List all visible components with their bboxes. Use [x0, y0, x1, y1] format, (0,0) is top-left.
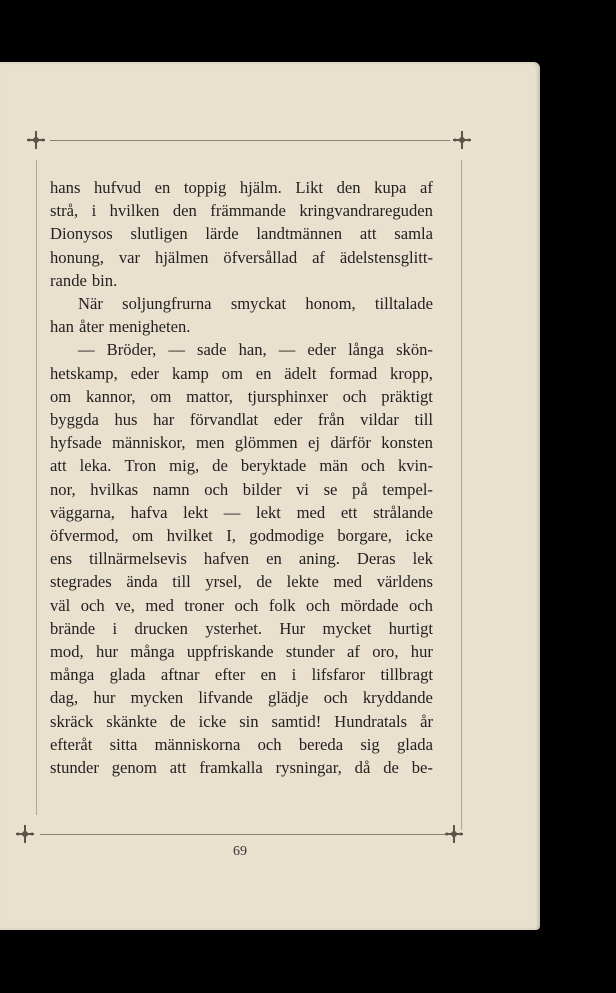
corner-ornament-icon	[451, 129, 473, 151]
text-line: stunder genom att framkalla rysningar, då de be-	[50, 758, 433, 778]
text-line: ens tillnärmelsevis hafven en aning. Deras lek	[50, 549, 433, 569]
frame-right-rule	[461, 160, 462, 830]
text-line: byggda hus har förvandlat eder från vildar till	[50, 410, 433, 430]
frame-left-rule	[36, 160, 37, 815]
corner-ornament-icon	[14, 823, 36, 845]
frame-top-rule	[50, 140, 450, 141]
text-line: han åter menigheten.	[50, 317, 191, 337]
text-line: att leka. Tron mig, de beryktade män och kvin-	[50, 456, 433, 476]
text-line: om kannor, om mattor, tjursphinxer och präktigt	[50, 386, 433, 406]
text-line: — Bröder, — sade han, — eder långa skön-	[78, 340, 433, 360]
text-line: hyfsade människor, men glömmen ej därför konsten	[50, 433, 433, 453]
text-line: honung, var hjälmen öfversållad af ädelstensglitt-	[50, 247, 433, 267]
text-line: väl och ve, med troner och folk och mördade och	[50, 595, 433, 615]
corner-ornament-icon	[25, 129, 47, 151]
text-line: väggarna, hafva lekt — lekt med ett strålande	[50, 502, 433, 522]
body-text	[50, 176, 433, 779]
text-line: strå, i hvilken den främmande kringvandrareguden	[50, 201, 433, 221]
page-number: 69	[233, 844, 247, 859]
text-line: Dionysos slutligen lärde landtmännen att samla	[50, 224, 433, 244]
text-line: skräck skänkte de icke sin samtid! Hundratals år	[50, 711, 433, 731]
text-line: brände i drucken ysterhet. Hur mycket hurtigt	[50, 618, 433, 638]
corner-ornament-icon	[443, 823, 465, 845]
text-line: När soljungfrurna smyckat honom, tilltalade	[78, 294, 433, 314]
text-line: rande bin.	[50, 270, 118, 290]
text-line: efteråt sitta människorna och bereda sig glada	[50, 734, 433, 754]
text-line: många glada aftnar efter en i lifsfaror tillbragt	[50, 665, 433, 685]
text-line: hetskamp, eder kamp om en ädelt formad kropp,	[50, 363, 433, 383]
book-page	[0, 62, 540, 930]
text-line: hans hufvud en toppig hjälm. Likt den kupa af	[50, 178, 433, 197]
text-line: dag, hur mycken lifvande glädje och kryddande	[50, 688, 433, 708]
text-line: stegrades ända till yrsel, de lekte med världens	[50, 572, 433, 592]
text-line: öfvermod, om hvilket I, godmodige borgare, icke	[50, 526, 433, 546]
frame-bottom-rule	[40, 834, 445, 835]
text-line: nor, hvilkas namn och bilder vi se på tempel-	[50, 479, 433, 499]
text-line: mod, hur många uppfriskande stunder af oro, hur	[50, 642, 433, 662]
